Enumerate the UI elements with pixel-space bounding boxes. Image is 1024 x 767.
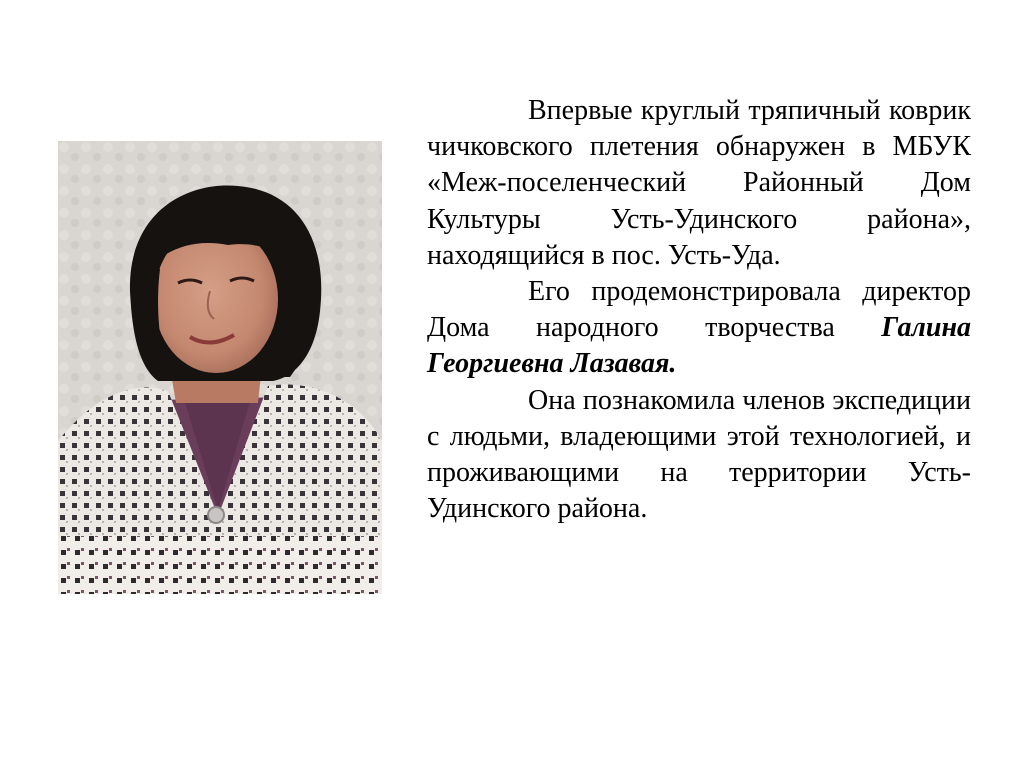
- portrait-photo: [58, 141, 382, 594]
- paragraph-1: Впервые круглый тряпичный коврик чичковского плетения обнаружен в МБУК «Меж-поселенческий Районный Дом Культуры Усть-Удинского района», находящийся в пос. Усть-Уда.: [427, 95, 971, 271]
- paragraph-2: [427, 274, 971, 383]
- slide-text: [427, 93, 971, 527]
- paragraph-3: Она познакомила членов экспедиции с людьми, владеющими этой технологией, и проживающими на территории Усть-Удинского района.: [427, 384, 971, 525]
- director-name: Галина Георгиевна Лазавая.: [427, 312, 971, 380]
- paragraph-2-text: Его продемонстрировала директор Дома народного творчества: [427, 276, 971, 344]
